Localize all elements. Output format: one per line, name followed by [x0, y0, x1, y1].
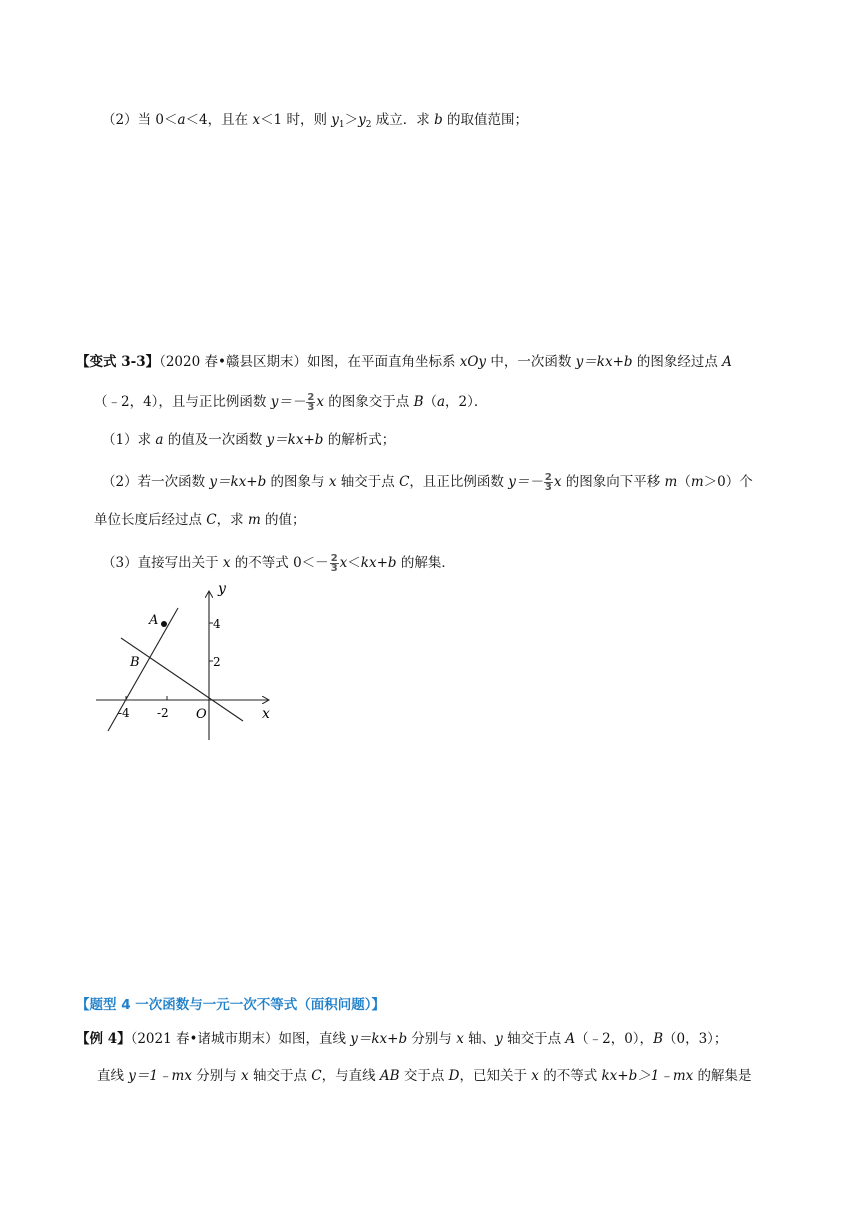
fraction-2-3: $\frac{2}{3}$: [307, 392, 315, 413]
example-4-text: 【例 4】（2021 春•诸城市期末）如图，直线 y＝kx+b 分别与 x 轴、y 轴交于点 A（﹣2，0），B（0，3）；: [76, 1031, 728, 1047]
question-2-text: （2）当 0＜a＜4，且在 x＜1 时，则 $y_1>y_2$ 成立．求 b 的取值范围；: [102, 112, 529, 130]
fraction-2-3: $\frac{2}{3}$: [544, 472, 552, 493]
variant-part-3: （3）直接写出关于 x 的不等式 0＜－ $\frac{2}{3}$ x＜kx+b 的解集．: [102, 553, 455, 574]
section-heading: 【题型 4 一次函数与一元一次不等式（面积问题）】: [76, 997, 386, 1013]
variant-3-3-intro: 【变式 3-3】（2020 春•赣县区期末）如图，在平面直角坐标系 xOy 中，一次函数 y＝kx+b 的图象经过点 A: [76, 354, 732, 370]
origin-label: O: [196, 707, 207, 722]
fraction-2-3: $\frac{2}{3}$: [330, 553, 338, 574]
variant-part-2: （2）若一次函数 y＝kx+b 的图象与 x 轴交于点 C，且正比例函数 y＝－ $\frac{2}{3}$ x 的图象向下平移 m（m＞0）个: [102, 472, 753, 493]
line-proportional: [121, 638, 243, 721]
point-b-label: B: [130, 655, 140, 670]
y-axis-label: y: [218, 581, 226, 597]
tick-label-m2: -2: [157, 706, 169, 720]
variant-part-2-cont: 单位长度后经过点 C，求 m 的值；: [94, 512, 306, 528]
coordinate-graph: [90, 580, 280, 750]
example-4-text-cont: 直线 y＝1﹣mx 分别与 x 轴交于点 C，与直线 AB 交于点 D，已知关于 x 的不等式 kx+b＞1﹣mx 的解集是: [97, 1068, 752, 1084]
variant-part-1: （1）求 a 的值及一次函数 y＝kx+b 的解析式；: [102, 432, 396, 448]
example-tag: 【例 4】: [76, 1031, 131, 1047]
point-a-label: A: [149, 613, 159, 628]
tick-label-m4: -4: [118, 706, 130, 720]
x-axis-label: x: [262, 706, 270, 722]
tick-label-2: 2: [213, 655, 221, 669]
point-a-dot: [161, 621, 167, 627]
tick-label-4: 4: [213, 617, 221, 631]
variant-tag: 【变式 3-3】: [76, 354, 160, 370]
variant-3-3-intro-cont: （﹣2，4），且与正比例函数 y＝－ $\frac{2}{3}$ x 的图象交于点 B（a，2）．: [94, 392, 488, 413]
